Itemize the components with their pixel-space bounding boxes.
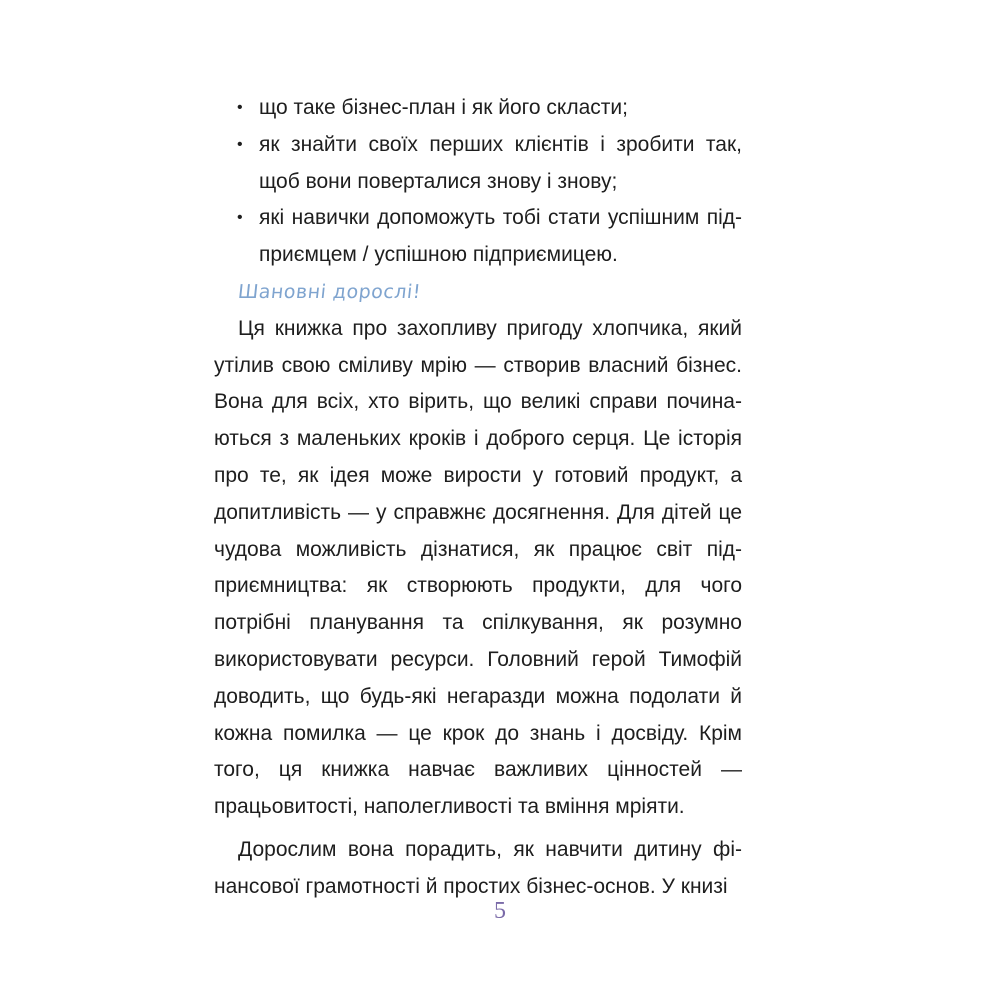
bullet-list <box>214 90 742 274</box>
bullet-item-entrepreneur-skills: • які навички допоможуть тобі стати успішним підприємцем / успішною підприємицею. <box>214 200 742 274</box>
bullet-item-business-plan: • що таке бізнес-план і як його скласти; <box>214 90 742 127</box>
paragraph-adults: Дорослим вона порадить, як навчити дитину фінансової грамотності й простих бізнес-основ. У книзі <box>214 837 742 898</box>
page-number: 5 <box>494 898 506 924</box>
section-heading: Шановні дорослі! <box>236 280 423 303</box>
paragraph-intro: Ця книжка про захопливу пригоду хлопчика, який утілив свою сміливу мрію — створив власний бізнес. Вона для всіх, хто вірить, що великі справи починаються з маленьких кроків і доброго серця. Це історія про те, як ідея може вирости у готовий продукт, а допитливість — у справжнє досягнення. Для дітей це чудова можливість дізнатися, як працює світ підприємництва: як створюють продукти, для чого потрібні планування та спілкування, як розумно використовувати ресурси. Головний герой Тимофій доводить, що будь-які негаразди можна подолати й кожна помилка — це крок до знань і досвіду. Крім того, ця книжка навчає важливих цінностей — працьовитості, наполегливості та вміння мріяти. <box>214 316 742 819</box>
page-text <box>214 90 742 906</box>
bullet-item-first-clients: • як знайти своїх перших клієнтів і зробити так, щоб вони поверталися знову і знову; <box>214 127 742 201</box>
